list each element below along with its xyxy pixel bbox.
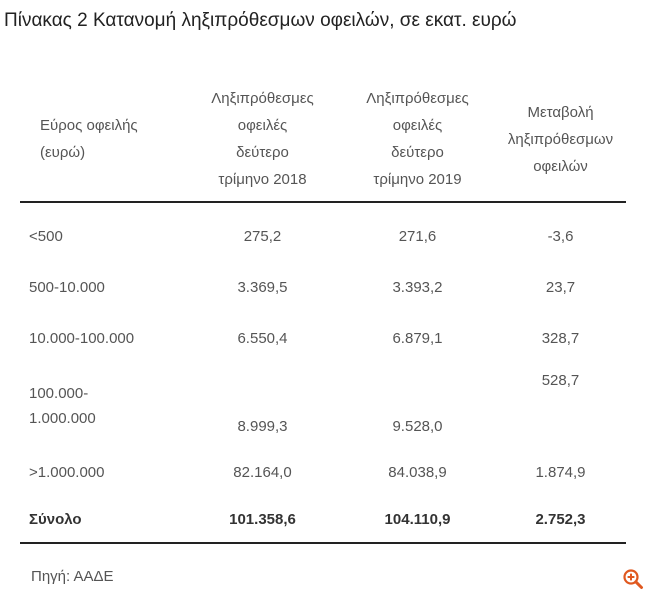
cell-change: -3,6 <box>547 228 574 245</box>
cell-q2-2019: 271,6 <box>398 228 437 245</box>
header-q2-2018: Ληξιπρόθεσμες οφειλές δεύτερο τρίμηνο 2018 <box>185 85 340 202</box>
cell-range-line1: 100.000- <box>29 384 89 402</box>
cell-q2-2019: 9.528,0 <box>392 418 443 435</box>
cell-range-line2: 1.000.000 <box>29 409 96 427</box>
table-total-row <box>20 498 626 543</box>
total-q2-2018: 101.358,6 <box>185 498 340 543</box>
header-range: Εύρος οφειλής (ευρώ) <box>20 85 185 202</box>
total-label: Σύνολο <box>20 498 185 543</box>
cell-change: 23,7 <box>545 279 576 296</box>
cell-change: 1.874,9 <box>535 464 586 481</box>
zoom-in-icon-svg <box>622 568 644 590</box>
cell-q2-2019: 6.879,1 <box>392 330 443 347</box>
cell-range: <500 <box>29 228 63 245</box>
table-row <box>20 313 626 364</box>
cell-range: 10.000-100.000 <box>29 330 135 347</box>
cell-q2-2018: 8.999,3 <box>237 418 288 435</box>
total-change: 2.752,3 <box>495 498 626 543</box>
cell-q2-2018: 3.369,5 <box>237 279 288 296</box>
table-header-row <box>20 85 626 202</box>
cell-change: 328,7 <box>541 330 580 347</box>
debt-distribution-table <box>20 85 626 544</box>
cell-q2-2019: 3.393,2 <box>392 279 443 296</box>
cell-change: 528,7 <box>541 372 580 389</box>
cell-q2-2019: 84.038,9 <box>388 464 447 481</box>
cell-range: 500-10.000 <box>29 279 105 296</box>
table-row <box>20 364 626 447</box>
table-title: Πίνακας 2 Κατανομή ληξιπρόθεσμων οφειλών, σε εκατ. ευρώ <box>4 10 517 31</box>
table-row <box>20 447 626 498</box>
table-row <box>20 202 626 262</box>
header-q2-2019: Ληξιπρόθεσμες οφειλές δεύτερο τρίμηνο 2019 <box>340 85 495 202</box>
table-row <box>20 262 626 313</box>
cell-range <box>20 364 185 447</box>
zoom-in-icon[interactable] <box>622 568 644 590</box>
cell-q2-2018: 6.550,4 <box>237 330 288 347</box>
source-note: Πηγή: ΑΑΔΕ <box>31 568 114 585</box>
total-q2-2019: 104.110,9 <box>340 498 495 543</box>
cell-range: >1.000.000 <box>29 464 105 481</box>
cell-q2-2018: 275,2 <box>243 228 282 245</box>
header-change: Μεταβολή ληξιπρόθεσμων οφειλών <box>495 85 626 202</box>
cell-q2-2018: 82.164,0 <box>233 464 292 481</box>
